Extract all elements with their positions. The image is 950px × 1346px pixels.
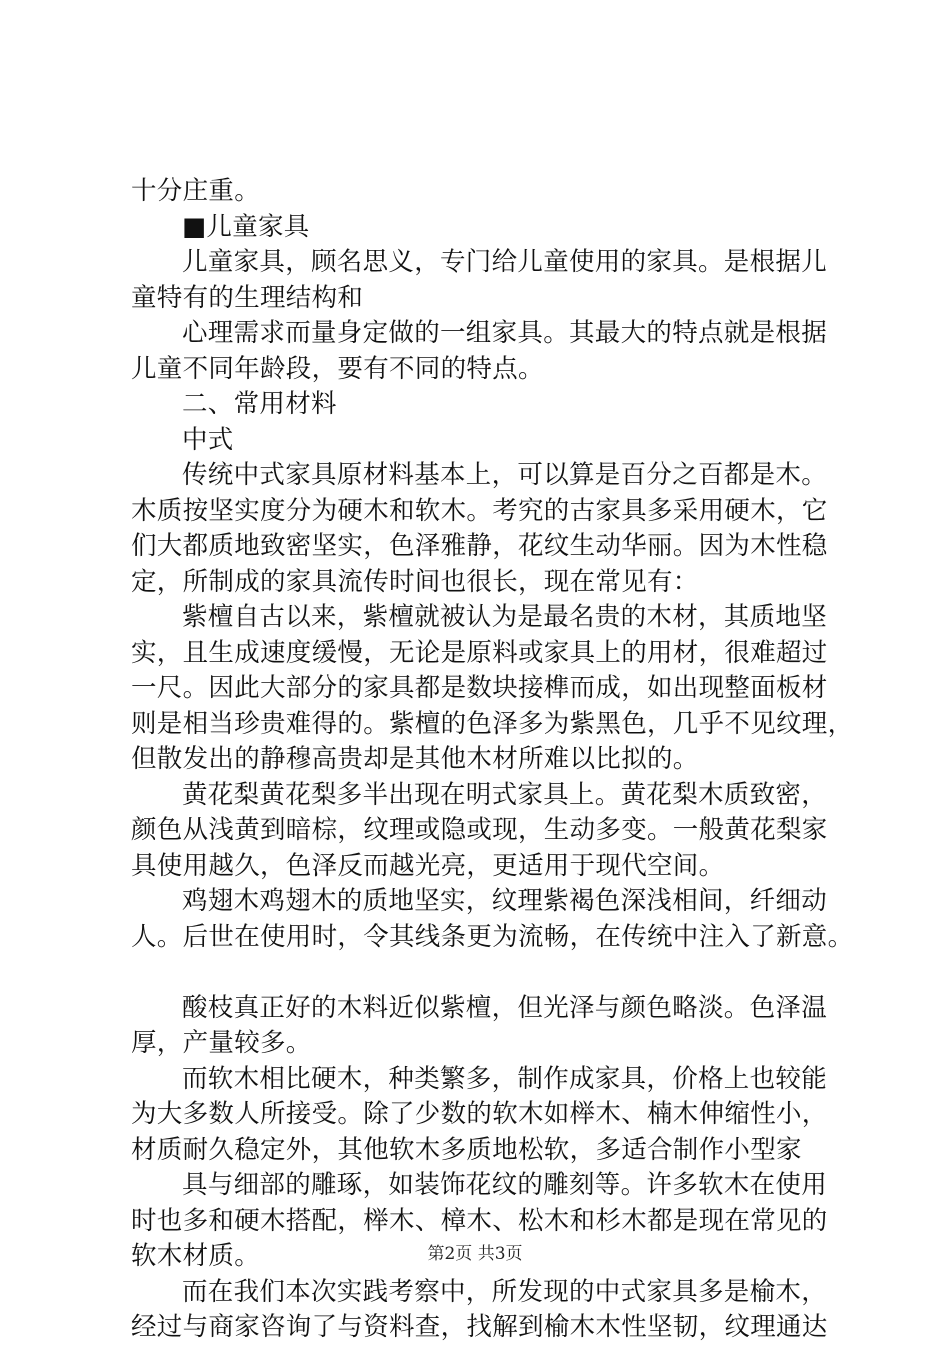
text-line: 木质按坚实度分为硬木和软木。考究的古家具多采用硬木，它: [131, 495, 828, 526]
text-line: 心理需求而量身定做的一组家具。其最大的特点就是根据: [182, 318, 828, 348]
text-line: 鸡翅木鸡翅木的质地坚实，纹理紫褐色深浅相间，纤细动: [182, 886, 828, 916]
text-line: 十分庄重。: [131, 176, 261, 206]
text-line: 酸枝真正好的木料近似紫檀，但光泽与颜色略淡。色泽温: [182, 992, 828, 1023]
text-line: 童特有的生理结构和: [131, 282, 364, 313]
text-line: 中式: [182, 424, 234, 455]
text-line: 而在我们本次实践考察中，所发现的中式家具多是榆木，: [182, 1276, 828, 1307]
text-line: 经过与商家咨询了与资料查，找解到榆木木性坚韧，纹理通达: [131, 1312, 828, 1342]
text-line: 时也多和硬木搭配，榉木、樟木、松木和杉木都是现在常见的: [131, 1205, 828, 1236]
text-line: 实，且生成速度缓慢，无论是原料或家具上的用材，很难超过: [131, 637, 828, 668]
body-text: [131, 174, 854, 1346]
text-line: 传统中式家具原材料基本上，可以算是百分之百都是木。: [182, 460, 828, 490]
text-line: 而软木相比硬木，种类繁多，制作成家具，价格上也较能: [182, 1063, 828, 1094]
text-line: 具使用越久，色泽反而越光亮，更适用于现代空间。: [131, 850, 725, 881]
text-line: 黄花梨黄花梨多半出现在明式家具上。黄花梨木质致密，: [182, 779, 828, 810]
text-line: ■儿童家具: [182, 211, 310, 242]
text-line: 儿童不同年龄段，要有不同的特点。: [131, 353, 544, 384]
text-line: [131, 955, 841, 991]
text-line: 二、常用材料: [182, 389, 337, 419]
text-line: 厚，产量较多。: [131, 1028, 312, 1058]
text-line: 但散发出的静穆高贵却是其他木材所难以比拟的。: [131, 744, 699, 774]
text-line: 为大多数人所接受。除了少数的软木如榉木、楠木伸缩性小，: [131, 1099, 828, 1129]
text-line: 一尺。因此大部分的家具都是数块接榫而成，如出现整面板材: [131, 673, 828, 703]
text-line: 软木材质。: [131, 1241, 261, 1271]
text-line: 颜色从浅黄到暗棕，纹理或隐或现，生动多变。一般黄花梨家: [131, 815, 828, 845]
text-line: 紫檀自古以来，紫檀就被认为是最名贵的木材，其质地坚: [182, 602, 828, 632]
page-footer: 第2页 共3页: [427, 1244, 523, 1264]
text-line: 定，所制成的家具流传时间也很长，现在常见有：: [131, 566, 699, 597]
text-line: 则是相当珍贵难得的。紫檀的色泽多为紫黑色，几乎不见纹理，: [131, 708, 854, 739]
text-line: 人。后世在使用时，令其线条更为流畅，在传统中注入了新意。: [131, 921, 854, 952]
text-line: 具与细部的雕琢，如装饰花纹的雕刻等。许多软木在使用: [182, 1170, 828, 1200]
text-line: 材质耐久稳定外，其他软木多质地松软，多适合制作小型家: [131, 1134, 802, 1165]
text-line: 儿童家具，顾名思义，专门给儿童使用的家具。是根据儿: [182, 247, 828, 277]
text-line: 们大都质地致密坚实，色泽雅静，花纹生动华丽。因为木性稳: [131, 531, 828, 561]
